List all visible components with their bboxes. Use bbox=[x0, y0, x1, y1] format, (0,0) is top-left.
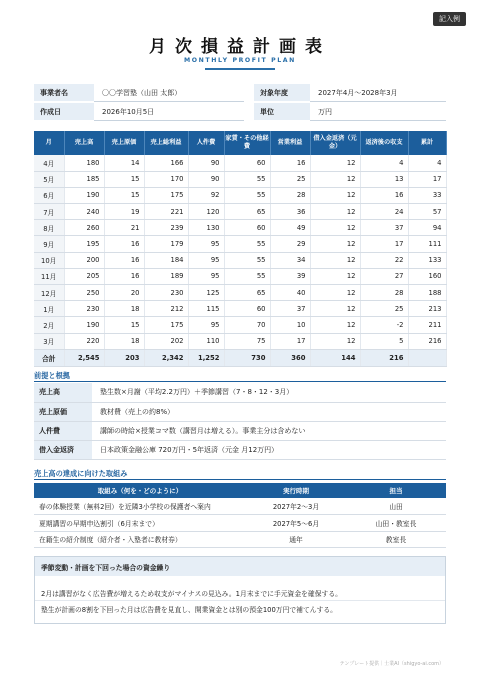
unit-value[interactable]: 万円 bbox=[310, 103, 446, 121]
value-cell[interactable]: 17 bbox=[270, 333, 310, 349]
value-cell[interactable]: 120 bbox=[188, 204, 224, 220]
value-cell[interactable]: 110 bbox=[188, 333, 224, 349]
premise-row bbox=[34, 402, 446, 421]
value-cell[interactable]: 16 bbox=[104, 236, 144, 252]
value-cell[interactable]: 130 bbox=[188, 220, 224, 236]
value-cell[interactable]: 94 bbox=[408, 220, 446, 236]
month-cell: 5月 bbox=[34, 171, 64, 187]
month-cell: 10月 bbox=[34, 252, 64, 268]
action-owner[interactable]: 教室長 bbox=[346, 531, 446, 548]
value-cell[interactable]: 166 bbox=[144, 155, 188, 171]
template-credit: テンプレート提供｜士業AI（shigyo-ai.com） bbox=[339, 661, 444, 667]
month-cell: 4月 bbox=[34, 155, 64, 171]
value-cell[interactable]: 92 bbox=[188, 187, 224, 203]
value-cell[interactable]: 125 bbox=[188, 285, 224, 301]
col-header: 実行時期 bbox=[246, 483, 346, 498]
funding-title: 季節変動・計画を下回った場合の資金繰り bbox=[35, 557, 445, 576]
value-cell[interactable]: 12 bbox=[310, 155, 360, 171]
value-cell[interactable]: 111 bbox=[408, 236, 446, 252]
value-cell[interactable]: 29 bbox=[270, 236, 310, 252]
table-row bbox=[34, 187, 446, 203]
value-cell[interactable]: 60 bbox=[224, 301, 270, 317]
value-cell[interactable]: 12 bbox=[310, 204, 360, 220]
col-header: 営業利益 bbox=[270, 131, 310, 155]
example-badge: 記入例 bbox=[433, 12, 466, 26]
premise-key: 借入金返済 bbox=[34, 440, 92, 459]
table-row bbox=[34, 155, 446, 171]
action-period[interactable]: 2027年5〜6月 bbox=[246, 515, 346, 532]
value-cell[interactable]: 190 bbox=[64, 187, 104, 203]
premise-key: 売上高 bbox=[34, 383, 92, 402]
business-label: 事業者名 bbox=[34, 84, 94, 102]
month-cell: 11月 bbox=[34, 268, 64, 284]
actions-table bbox=[34, 483, 446, 548]
value-cell[interactable]: 221 bbox=[144, 204, 188, 220]
total-label: 合計 bbox=[34, 349, 64, 366]
value-cell[interactable]: 60 bbox=[224, 155, 270, 171]
value-cell[interactable]: 75 bbox=[224, 333, 270, 349]
value-cell[interactable]: 55 bbox=[224, 187, 270, 203]
monthly-profit-table bbox=[34, 131, 447, 367]
value-cell[interactable]: 95 bbox=[188, 252, 224, 268]
value-cell[interactable]: 25 bbox=[270, 171, 310, 187]
col-header: 家賃・その他経費 bbox=[224, 131, 270, 155]
value-cell[interactable]: 37 bbox=[360, 220, 408, 236]
value-cell[interactable]: 185 bbox=[64, 171, 104, 187]
value-cell[interactable]: 239 bbox=[144, 220, 188, 236]
value-cell[interactable]: 14 bbox=[104, 155, 144, 171]
value-cell[interactable]: 12 bbox=[310, 333, 360, 349]
premises-title: 前提と根拠 bbox=[34, 371, 70, 380]
col-header: 売上原価 bbox=[104, 131, 144, 155]
value-cell[interactable]: 16 bbox=[104, 268, 144, 284]
value-cell[interactable]: 195 bbox=[64, 236, 104, 252]
value-cell[interactable]: 15 bbox=[104, 171, 144, 187]
value-cell[interactable]: 180 bbox=[64, 155, 104, 171]
value-cell[interactable]: 260 bbox=[64, 220, 104, 236]
col-header: 人件費 bbox=[188, 131, 224, 155]
value-cell[interactable]: 55 bbox=[224, 268, 270, 284]
period-value[interactable]: 2027年4月〜2028年3月 bbox=[310, 84, 446, 102]
funding-box bbox=[34, 556, 446, 624]
value-cell[interactable]: 5 bbox=[360, 333, 408, 349]
col-header: 月 bbox=[34, 131, 64, 155]
value-cell[interactable]: 211 bbox=[408, 317, 446, 333]
value-cell[interactable]: 95 bbox=[188, 236, 224, 252]
action-owner[interactable]: 山田・教室長 bbox=[346, 515, 446, 532]
page-subtitle: MONTHLY PROFIT PLAN bbox=[184, 57, 296, 64]
value-cell[interactable]: 15 bbox=[104, 187, 144, 203]
value-cell[interactable]: 230 bbox=[64, 301, 104, 317]
value-cell[interactable]: 65 bbox=[224, 285, 270, 301]
value-cell[interactable]: 57 bbox=[408, 204, 446, 220]
month-cell: 7月 bbox=[34, 204, 64, 220]
month-cell: 2月 bbox=[34, 317, 64, 333]
value-cell[interactable]: 12 bbox=[310, 236, 360, 252]
value-cell[interactable]: 90 bbox=[188, 155, 224, 171]
info-row-2 bbox=[34, 103, 446, 121]
value-cell[interactable]: 49 bbox=[270, 220, 310, 236]
col-header: 借入金返済（元金） bbox=[310, 131, 360, 155]
value-cell[interactable]: 12 bbox=[310, 187, 360, 203]
month-cell: 12月 bbox=[34, 285, 64, 301]
value-cell[interactable]: 17 bbox=[360, 236, 408, 252]
premise-key: 人件費 bbox=[34, 421, 92, 440]
value-cell[interactable]: 200 bbox=[64, 252, 104, 268]
value-cell[interactable]: 19 bbox=[104, 204, 144, 220]
value-cell[interactable]: 36 bbox=[270, 204, 310, 220]
premise-key: 売上原価 bbox=[34, 402, 92, 421]
col-header: 累計 bbox=[408, 131, 446, 155]
value-cell[interactable]: 20 bbox=[104, 285, 144, 301]
value-cell[interactable]: 220 bbox=[64, 333, 104, 349]
action-row bbox=[34, 515, 446, 532]
value-cell[interactable]: 12 bbox=[310, 171, 360, 187]
date-label: 作成日 bbox=[34, 103, 94, 121]
value-cell[interactable]: 240 bbox=[64, 204, 104, 220]
value-cell[interactable]: 13 bbox=[360, 171, 408, 187]
value-cell[interactable]: 144 bbox=[310, 349, 360, 366]
action-text[interactable]: 夏期講習の早期申込割引（6月末まで） bbox=[34, 515, 246, 532]
table-row bbox=[34, 171, 446, 187]
action-text[interactable]: 春の体験授業（無料2回）を近隣3小学校の保護者へ案内 bbox=[34, 498, 246, 515]
value-cell[interactable]: 730 bbox=[224, 349, 270, 366]
table-row bbox=[34, 268, 446, 284]
table-row bbox=[34, 333, 446, 349]
action-owner[interactable]: 山田 bbox=[346, 498, 446, 515]
value-cell[interactable]: 189 bbox=[144, 268, 188, 284]
col-header: 取組み（何を・どのように） bbox=[34, 483, 246, 498]
actions-header-row bbox=[34, 483, 446, 498]
value-cell[interactable]: 12 bbox=[310, 301, 360, 317]
value-cell[interactable]: 202 bbox=[144, 333, 188, 349]
value-cell[interactable]: 16 bbox=[104, 252, 144, 268]
value-cell[interactable]: 55 bbox=[224, 252, 270, 268]
table-row bbox=[34, 204, 446, 220]
value-cell[interactable]: 170 bbox=[144, 171, 188, 187]
premises-table bbox=[34, 383, 446, 460]
value-cell[interactable]: 39 bbox=[270, 268, 310, 284]
table-row bbox=[34, 220, 446, 236]
business-value[interactable]: 〇〇学習塾（山田 太郎） bbox=[94, 84, 244, 102]
value-cell[interactable]: 216 bbox=[408, 333, 446, 349]
value-cell[interactable]: 70 bbox=[224, 317, 270, 333]
value-cell[interactable]: 179 bbox=[144, 236, 188, 252]
premise-row bbox=[34, 383, 446, 402]
value-cell[interactable]: 37 bbox=[270, 301, 310, 317]
actions-title: 売上高の達成に向けた取組み bbox=[34, 469, 128, 478]
value-cell[interactable]: 12 bbox=[310, 317, 360, 333]
premises-rule bbox=[34, 381, 446, 382]
value-cell[interactable]: 115 bbox=[188, 301, 224, 317]
premise-row bbox=[34, 421, 446, 440]
value-cell[interactable]: 16 bbox=[360, 187, 408, 203]
month-cell: 6月 bbox=[34, 187, 64, 203]
funding-line[interactable]: 2月は講習がなく広告費が増えるため収支がマイナスの見込み。1月末までに手元資金を確保する。 bbox=[35, 585, 445, 601]
value-cell[interactable]: 95 bbox=[188, 268, 224, 284]
value-cell[interactable]: 203 bbox=[104, 349, 144, 366]
value-cell[interactable]: 12 bbox=[310, 268, 360, 284]
value-cell[interactable]: 212 bbox=[144, 301, 188, 317]
value-cell[interactable] bbox=[408, 349, 446, 366]
value-cell[interactable]: 25 bbox=[360, 301, 408, 317]
action-period[interactable]: 2027年2〜3月 bbox=[246, 498, 346, 515]
value-cell[interactable]: 2,545 bbox=[64, 349, 104, 366]
value-cell[interactable]: 190 bbox=[64, 317, 104, 333]
action-row bbox=[34, 531, 446, 548]
value-cell[interactable]: 27 bbox=[360, 268, 408, 284]
month-cell: 9月 bbox=[34, 236, 64, 252]
value-cell[interactable]: 16 bbox=[270, 155, 310, 171]
value-cell[interactable]: 60 bbox=[224, 220, 270, 236]
value-cell[interactable]: 22 bbox=[360, 252, 408, 268]
page-title: 月次損益計画表 bbox=[149, 37, 331, 57]
value-cell[interactable]: 175 bbox=[144, 317, 188, 333]
premise-value[interactable]: 塾生数×月謝（平均2.2万円）＋季節講習（7・8・12・3月） bbox=[92, 383, 446, 402]
value-cell[interactable]: 33 bbox=[408, 187, 446, 203]
premise-row bbox=[34, 440, 446, 459]
unit-label: 単位 bbox=[254, 103, 310, 121]
col-header: 返済後の収支 bbox=[360, 131, 408, 155]
value-cell[interactable]: 24 bbox=[360, 204, 408, 220]
col-header: 売上総利益 bbox=[144, 131, 188, 155]
value-cell[interactable]: 12 bbox=[310, 285, 360, 301]
value-cell[interactable]: 12 bbox=[310, 252, 360, 268]
value-cell[interactable]: 188 bbox=[408, 285, 446, 301]
col-header: 売上高 bbox=[64, 131, 104, 155]
value-cell[interactable]: 65 bbox=[224, 204, 270, 220]
date-value[interactable]: 2026年10月5日 bbox=[94, 103, 244, 121]
total-row bbox=[34, 349, 446, 366]
value-cell[interactable]: 95 bbox=[188, 317, 224, 333]
value-cell[interactable]: 216 bbox=[360, 349, 408, 366]
value-cell[interactable]: 4 bbox=[408, 155, 446, 171]
value-cell[interactable]: 18 bbox=[104, 333, 144, 349]
value-cell[interactable]: 28 bbox=[360, 285, 408, 301]
value-cell[interactable]: 10 bbox=[270, 317, 310, 333]
info-row-1 bbox=[34, 84, 446, 102]
value-cell[interactable]: 28 bbox=[270, 187, 310, 203]
actions-rule bbox=[34, 479, 446, 480]
action-text[interactable]: 在籍生の紹介制度（紹介者・入塾者に教材券） bbox=[34, 531, 246, 548]
month-cell: 8月 bbox=[34, 220, 64, 236]
table-row bbox=[34, 252, 446, 268]
premise-value[interactable]: 教材費（売上の約8%） bbox=[92, 402, 446, 421]
value-cell[interactable]: 250 bbox=[64, 285, 104, 301]
table-row bbox=[34, 285, 446, 301]
value-cell[interactable]: 133 bbox=[408, 252, 446, 268]
value-cell[interactable]: 184 bbox=[144, 252, 188, 268]
value-cell[interactable]: 40 bbox=[270, 285, 310, 301]
premise-value[interactable]: 講師の時給×授業コマ数（講習月は増える）。事業主分は含めない bbox=[92, 421, 446, 440]
funding-line[interactable]: 塾生が計画の8割を下回った月は広告費を見直し、開業資金とは別の預金100万円で補てんする。 bbox=[41, 606, 337, 614]
period-label: 対象年度 bbox=[254, 84, 310, 102]
premise-value[interactable]: 日本政策金融公庫 720万円・5年返済（元金 月12万円） bbox=[92, 440, 446, 459]
value-cell[interactable]: 175 bbox=[144, 187, 188, 203]
value-cell[interactable]: 213 bbox=[408, 301, 446, 317]
value-cell[interactable]: 4 bbox=[360, 155, 408, 171]
value-cell[interactable]: 1,252 bbox=[188, 349, 224, 366]
value-cell[interactable]: 230 bbox=[144, 285, 188, 301]
value-cell[interactable]: 17 bbox=[408, 171, 446, 187]
table-row bbox=[34, 301, 446, 317]
value-cell[interactable]: 2,342 bbox=[144, 349, 188, 366]
title-underline bbox=[205, 68, 275, 70]
value-cell[interactable]: 160 bbox=[408, 268, 446, 284]
value-cell[interactable]: 55 bbox=[224, 171, 270, 187]
value-cell[interactable]: -2 bbox=[360, 317, 408, 333]
value-cell[interactable]: 55 bbox=[224, 236, 270, 252]
month-cell: 3月 bbox=[34, 333, 64, 349]
value-cell[interactable]: 205 bbox=[64, 268, 104, 284]
value-cell[interactable]: 21 bbox=[104, 220, 144, 236]
action-row bbox=[34, 498, 446, 515]
value-cell[interactable]: 15 bbox=[104, 317, 144, 333]
value-cell[interactable]: 12 bbox=[310, 220, 360, 236]
table-row bbox=[34, 317, 446, 333]
value-cell[interactable]: 360 bbox=[270, 349, 310, 366]
action-period[interactable]: 通年 bbox=[246, 531, 346, 548]
month-cell: 1月 bbox=[34, 301, 64, 317]
value-cell[interactable]: 90 bbox=[188, 171, 224, 187]
col-header: 担当 bbox=[346, 483, 446, 498]
table-header-row bbox=[34, 131, 446, 155]
value-cell[interactable]: 34 bbox=[270, 252, 310, 268]
table-row bbox=[34, 236, 446, 252]
value-cell[interactable]: 18 bbox=[104, 301, 144, 317]
